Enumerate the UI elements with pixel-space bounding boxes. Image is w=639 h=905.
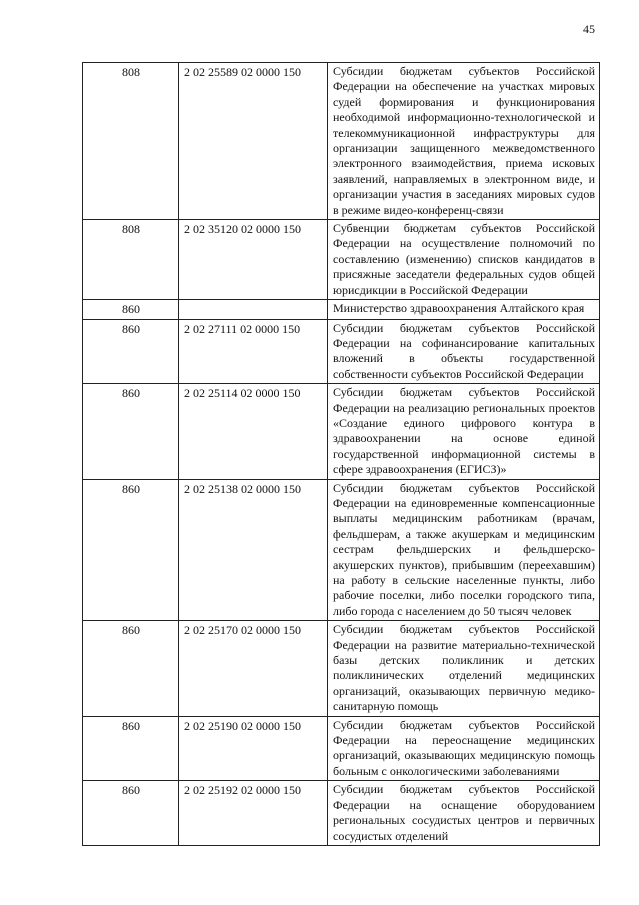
admin-code-cell: 860 <box>83 300 179 319</box>
income-name-cell: Субсидии бюджетам субъектов Российской Федерации на софинансирование капитальных вложений в объекты государственной собственности субъектов Российской Федерации <box>328 319 600 384</box>
income-name-cell: Субсидии бюджетам субъектов Российской Федерации на реализацию региональных проектов «Создание единого цифрового контура в здравоохранении на основе единой государственной информационной системы в сфере здравоохранения (ЕГИСЗ)» <box>328 384 600 479</box>
table-row <box>83 781 600 846</box>
classification-code-cell: 2 02 35120 02 0000 150 <box>179 220 328 300</box>
table-row <box>83 621 600 716</box>
table-row <box>83 300 600 319</box>
income-name-cell: Субсидии бюджетам субъектов Российской Федерации на развитие материально-технической базы детских поликлиник и детских поликлинических отделений медицинских организаций, оказывающих первичную медико-санитарную помощь <box>328 621 600 716</box>
classification-code-cell <box>179 300 328 319</box>
income-name-cell: Субсидии бюджетам субъектов Российской Федерации на обеспечение на участках мировых судей формирования и функционирования необходимой информационно-технологической и телекоммуникационной инфраструктуры для организации защищенного межведомственного электронного взаимодействия, приема исковых заявлений, направляемых в электронном виде, и организации участия в заседаниях мировых судов в режиме видео-конференц-связи <box>328 63 600 220</box>
page-number: 45 <box>583 22 595 36</box>
classification-code-cell: 2 02 25192 02 0000 150 <box>179 781 328 846</box>
admin-code-cell: 860 <box>83 479 179 621</box>
classification-code-cell: 2 02 25589 02 0000 150 <box>179 63 328 220</box>
table-row <box>83 220 600 300</box>
table-row <box>83 716 600 781</box>
admin-code-cell: 860 <box>83 781 179 846</box>
income-name-cell: Министерство здравоохранения Алтайского края <box>328 300 600 319</box>
budget-codes-table <box>82 62 600 846</box>
admin-code-cell: 808 <box>83 63 179 220</box>
income-name-cell: Субсидии бюджетам субъектов Российской Федерации на оснащение оборудованием региональных сосудистых центров и первичных сосудистых отделений <box>328 781 600 846</box>
table-row <box>83 63 600 220</box>
table-row <box>83 479 600 621</box>
classification-code-cell: 2 02 25190 02 0000 150 <box>179 716 328 781</box>
income-name-cell: Субсидии бюджетам субъектов Российской Федерации на единовременные компенсационные выплаты медицинским работникам (врачам, фельдшерам, а также акушеркам и медицинским сестрам фельдшерских и фельдшерско-акушерских пунктов), прибывшим (переехавшим) на работу в сельские населенные пункты, либо рабочие поселки, либо поселки городского типа, либо города с населением до 50 тысяч человек <box>328 479 600 621</box>
income-name-cell: Субсидии бюджетам субъектов Российской Федерации на переоснащение медицинских организаций, оказывающих медицинскую помощь больным с онкологическими заболеваниями <box>328 716 600 781</box>
classification-code-cell: 2 02 25114 02 0000 150 <box>179 384 328 479</box>
classification-code-cell: 2 02 25170 02 0000 150 <box>179 621 328 716</box>
admin-code-cell: 860 <box>83 621 179 716</box>
classification-code-cell: 2 02 27111 02 0000 150 <box>179 319 328 384</box>
table-row <box>83 384 600 479</box>
table-row <box>83 319 600 384</box>
admin-code-cell: 808 <box>83 220 179 300</box>
classification-code-cell: 2 02 25138 02 0000 150 <box>179 479 328 621</box>
admin-code-cell: 860 <box>83 716 179 781</box>
admin-code-cell: 860 <box>83 384 179 479</box>
income-name-cell: Субвенции бюджетам субъектов Российской Федерации на осуществление полномочий по составлению (изменению) списков кандидатов в присяжные заседатели федеральных судов общей юрисдикции в Российской Федерации <box>328 220 600 300</box>
admin-code-cell: 860 <box>83 319 179 384</box>
